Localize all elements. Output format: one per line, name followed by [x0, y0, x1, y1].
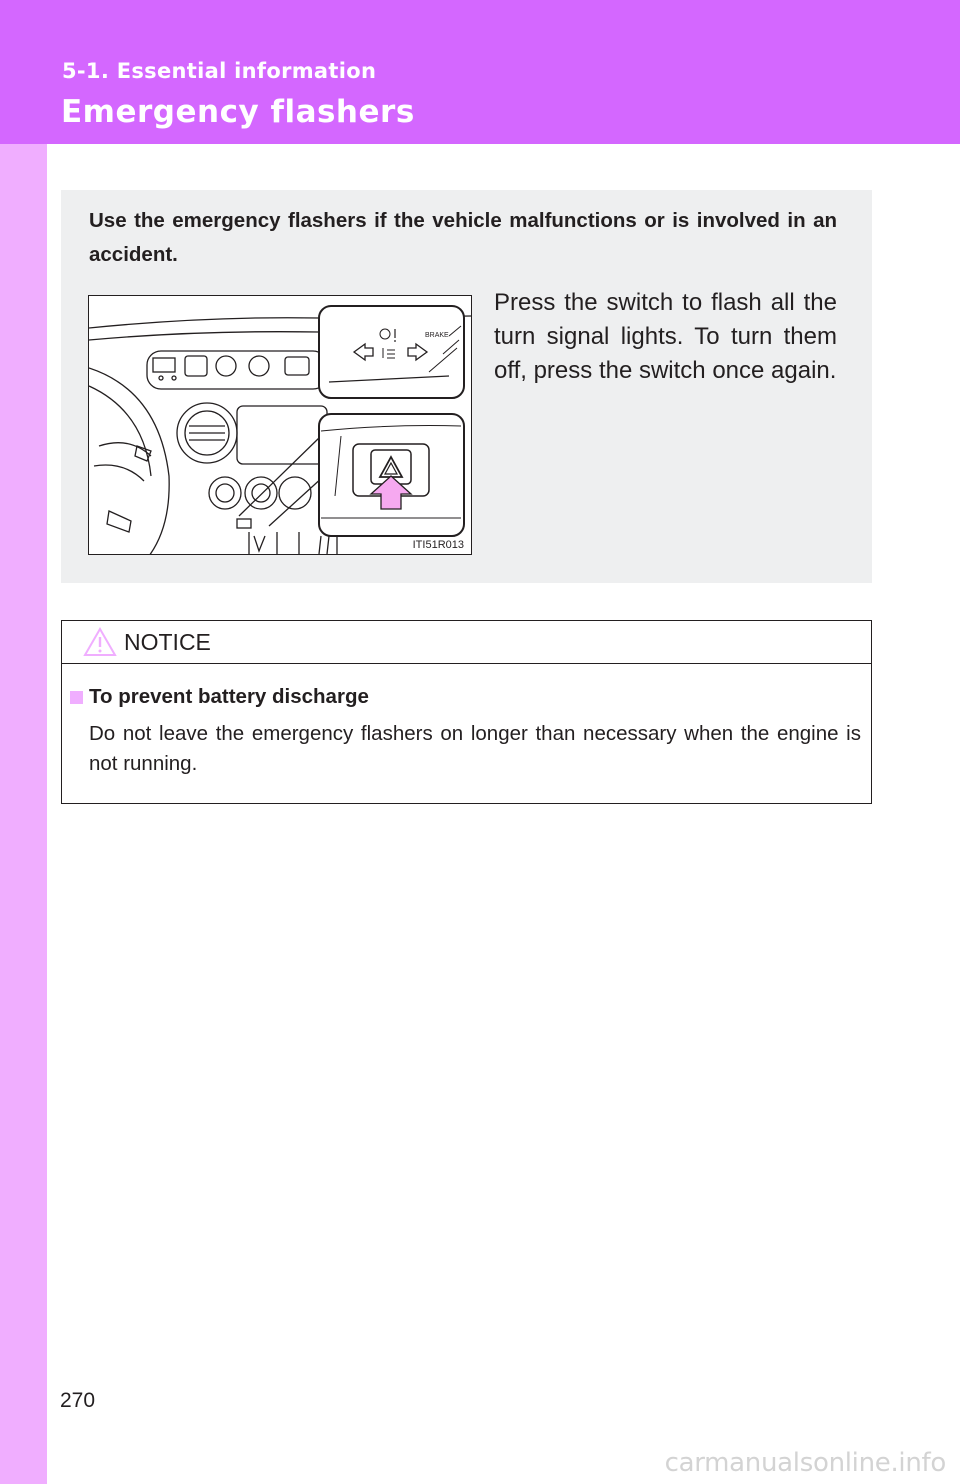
dashboard-drawing	[89, 296, 472, 555]
notice-body: Do not leave the emergency flashers on longer than necessary when the engine is not running.	[89, 722, 861, 775]
intro-text: Use the emergency flashers if the vehicle malfunctions or is involved in an accident.	[89, 209, 837, 266]
notice-box	[61, 620, 872, 804]
notice-header	[62, 621, 871, 664]
page-header	[0, 0, 960, 144]
square-bullet-icon	[70, 691, 83, 704]
page-title: Emergency flashers	[61, 94, 415, 130]
caution-triangle-icon	[83, 627, 117, 657]
side-color-strip	[0, 0, 47, 1484]
figure-code: ITI51R013	[412, 539, 464, 551]
dashboard-illustration	[88, 295, 472, 555]
info-box	[61, 190, 872, 583]
watermark: carmanualsonline.info	[664, 1448, 946, 1478]
section-label: 5-1. Essential information	[62, 59, 377, 83]
instruction-text: Press the switch to flash all the turn signal lights. To turn them off, press the switch once again.	[494, 289, 837, 384]
page-number: 270	[60, 1389, 96, 1412]
brake-label: BRAKE	[425, 332, 449, 339]
notice-label: NOTICE	[124, 629, 211, 655]
notice-subheading-text: To prevent battery discharge	[89, 685, 369, 708]
notice-subheading	[70, 685, 369, 709]
